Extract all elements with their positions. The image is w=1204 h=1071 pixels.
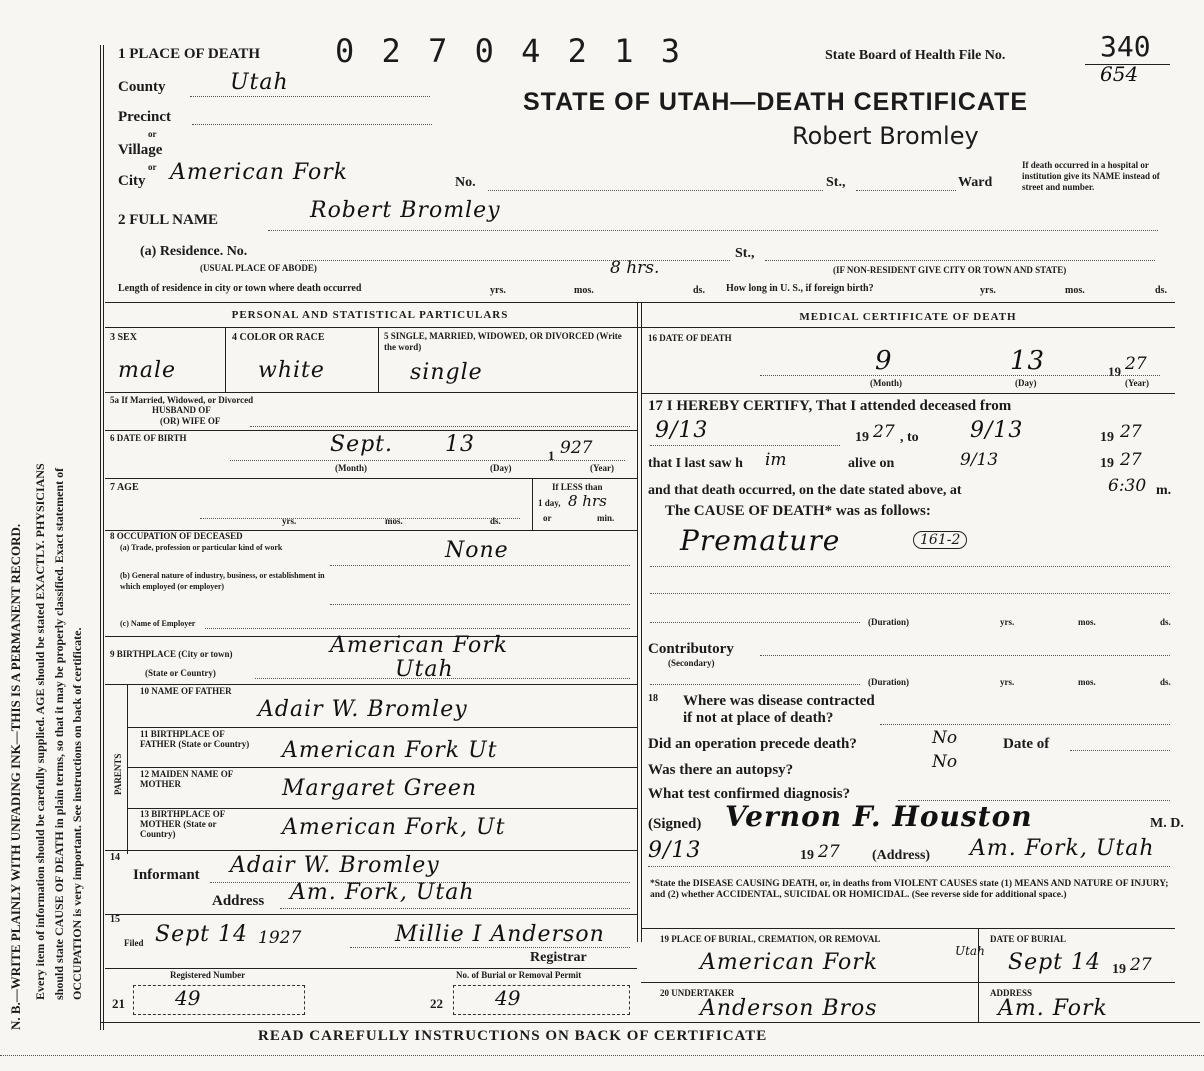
death-day: 13 bbox=[1010, 346, 1046, 376]
filed-date: Sept 14 bbox=[155, 922, 249, 947]
length-label: Length of residence in city or town where death occurred bbox=[118, 283, 362, 294]
cause-of-death: Premature bbox=[680, 524, 841, 557]
physician-signature: Vernon F. Houston bbox=[725, 800, 1033, 833]
burial-state: Utah bbox=[955, 944, 985, 958]
attended-from: 9/13 bbox=[655, 418, 709, 443]
personal-section-title: PERSONAL AND STATISTICAL PARTICULARS bbox=[231, 309, 509, 321]
sex-value: male bbox=[118, 358, 177, 383]
last-saw-year: 27 bbox=[1120, 450, 1142, 470]
burial-date: Sept 14 bbox=[1008, 950, 1102, 975]
residence-label: (a) Residence. No. bbox=[140, 244, 248, 259]
age-hours: 8 hrs bbox=[568, 492, 607, 510]
occupation-value: None bbox=[445, 538, 509, 563]
informant-address: Am. Fork, Utah bbox=[290, 880, 475, 905]
birthplace-city: American Fork bbox=[330, 633, 509, 658]
burial-permit-number: 49 bbox=[495, 986, 521, 1010]
side-instructions-1: Every item of information should be carefully supplied. AGE should be stated EXACTLY. PHYSICIANS bbox=[33, 463, 47, 1000]
county-value: Utah bbox=[230, 70, 289, 95]
undertaker-address: Am. Fork bbox=[998, 996, 1108, 1021]
mother-birthplace: American Fork, Ut bbox=[282, 815, 506, 840]
side-warning: N. B.—WRITE PLAINLY WITH UNFADING INK—THIS IS A PERMANENT RECORD. bbox=[8, 523, 23, 1030]
undertaker-name: Anderson Bros bbox=[700, 996, 878, 1021]
operation-value: No bbox=[932, 728, 958, 748]
file-no-label: State Board of Health File No. bbox=[825, 48, 1006, 63]
side-instructions-2: should state CAUSE OF DEATH in plain terms, so that it may be properly classified. Exact statement of bbox=[52, 467, 66, 1000]
registered-number-box bbox=[133, 985, 305, 1015]
village-label: Village bbox=[118, 142, 163, 158]
footer-instructions: READ CAREFULLY INSTRUCTIONS ON BACK OF CERTIFICATE bbox=[258, 1028, 768, 1044]
footnote: *State the DISEASE CAUSING DEATH, or, in deaths from VIOLENT CAUSES state (1) MEANS AND NATURE OF INJURY; and (2) whether ACCIDENTAL, SUICIDAL OR HOMICIDAL. (See reverse side for additional space.) bbox=[650, 879, 1169, 900]
death-year: 27 bbox=[1125, 354, 1147, 374]
signed-year: 27 bbox=[818, 842, 840, 862]
full-name-label: 2 FULL NAME bbox=[118, 212, 219, 228]
certificate-title: STATE OF UTAH—DEATH CERTIFICATE bbox=[523, 88, 1029, 116]
typed-name: Robert Bromley bbox=[792, 122, 979, 150]
filed-year: 1927 bbox=[258, 928, 302, 948]
residence-length-value: 8 hrs. bbox=[610, 258, 660, 278]
cause-code: 161-2 bbox=[913, 531, 967, 549]
cause-text: The CAUSE OF DEATH* was as follows: bbox=[665, 503, 931, 519]
side-instructions-3: OCCUPATION is very important. See instructions on back of certificate. bbox=[70, 627, 84, 1000]
mother-name: Margaret Green bbox=[282, 776, 478, 801]
dob-year: 927 bbox=[560, 438, 593, 458]
burial-year: 27 bbox=[1130, 955, 1152, 975]
attended-from-year: 27 bbox=[873, 422, 895, 442]
occurred-text: and that death occurred, on the date stated above, at bbox=[648, 483, 962, 498]
father-name: Adair W. Bromley bbox=[258, 697, 468, 722]
certificate-number: 0 2 7 0 4 2 1 3 bbox=[335, 32, 684, 70]
burial-permit-box bbox=[453, 985, 630, 1015]
time-of-death: 6:30 bbox=[1108, 476, 1147, 496]
burial-place: American Fork bbox=[700, 950, 879, 975]
full-name-value: Robert Bromley bbox=[310, 198, 501, 223]
attended-to-year: 27 bbox=[1120, 422, 1142, 442]
dob-month: Sept. bbox=[330, 432, 394, 457]
last-saw-date: 9/13 bbox=[960, 450, 999, 470]
county-label: County bbox=[118, 79, 166, 95]
race-value: white bbox=[258, 358, 325, 383]
place-of-death-label: 1 PLACE OF DEATH bbox=[118, 46, 261, 62]
birthplace-state: Utah bbox=[395, 657, 454, 682]
city-value: American Fork bbox=[170, 160, 349, 185]
signed-date: 9/13 bbox=[648, 838, 702, 863]
registrar-signature: Millie I Anderson bbox=[395, 922, 605, 947]
last-saw-pronoun: im bbox=[765, 450, 787, 470]
attended-to: 9/13 bbox=[970, 418, 1024, 443]
father-birthplace: American Fork Ut bbox=[282, 738, 498, 763]
marital-value: single bbox=[410, 360, 483, 385]
hospital-note: If death occurred in a hospital or institution give its NAME instead of street and number. bbox=[1022, 160, 1160, 192]
certify-text: 17 I HEREBY CERTIFY, That I attended deceased from bbox=[648, 398, 1012, 414]
informant-name: Adair W. Bromley bbox=[230, 853, 440, 878]
autopsy-value: No bbox=[932, 752, 958, 772]
dob-day: 13 bbox=[445, 432, 475, 457]
file-no-2: 654 bbox=[1100, 62, 1139, 86]
parents-label: PARENTS bbox=[113, 753, 123, 795]
precinct-label: Precinct bbox=[118, 109, 172, 125]
city-label: City bbox=[118, 173, 146, 189]
physician-address: Am. Fork, Utah bbox=[970, 836, 1155, 861]
registered-number: 49 bbox=[175, 986, 201, 1010]
medical-section-title: MEDICAL CERTIFICATE OF DEATH bbox=[799, 311, 1017, 323]
file-no: 340 bbox=[1100, 30, 1151, 63]
death-month: 9 bbox=[875, 346, 893, 376]
